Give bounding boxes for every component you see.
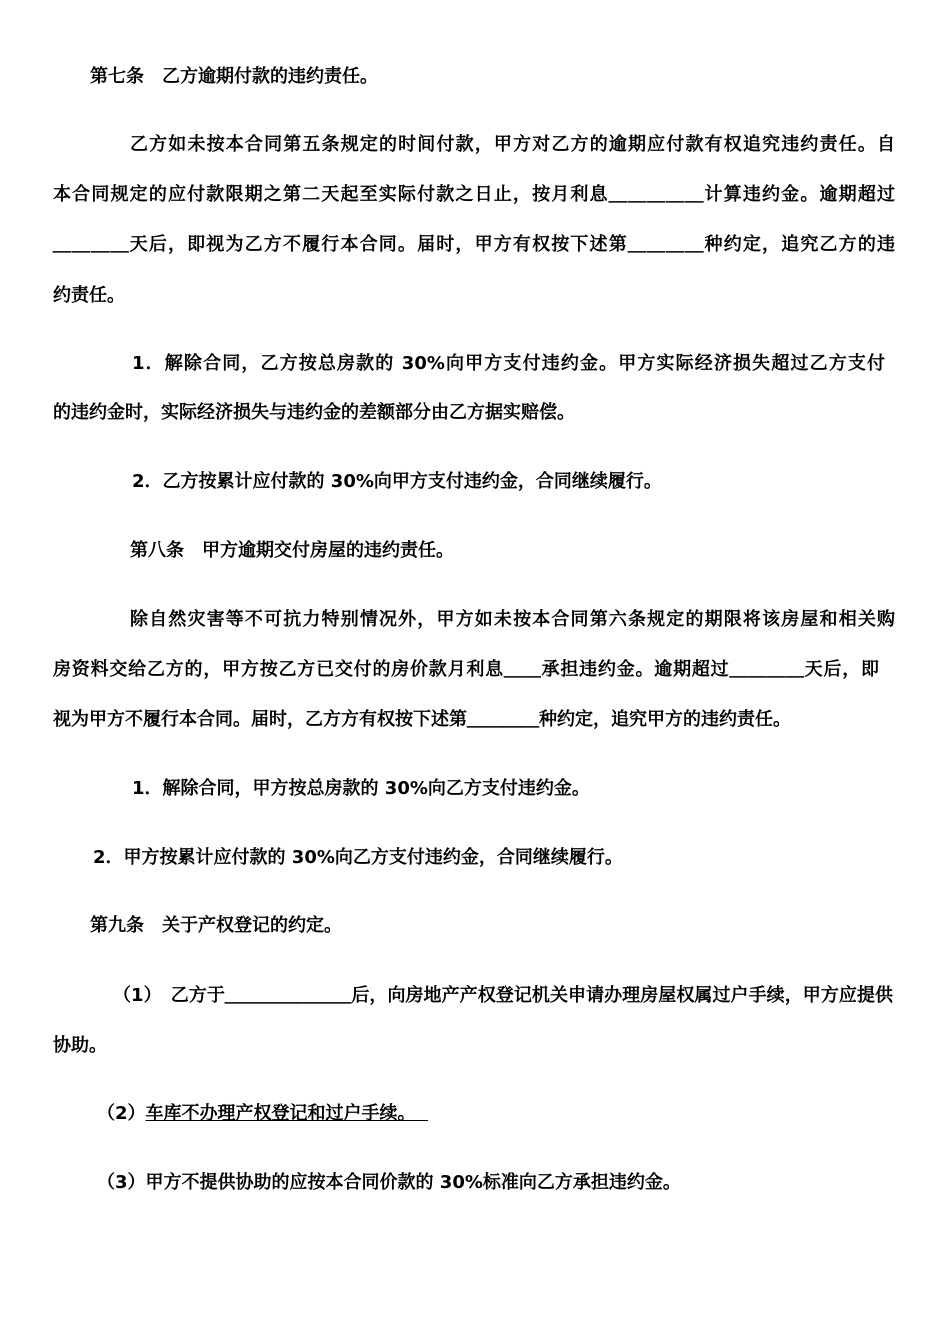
article9-item1-line-1: （1） 乙方于＿＿＿＿＿＿＿后，向房地产产权登记机关申请办理房屋权属过户手续，甲方应提供 bbox=[113, 985, 893, 1006]
article7-heading: 第七条 乙方逾期付款的违约责任。 bbox=[90, 66, 378, 87]
article8-heading: 第八条 甲方逾期交付房屋的违约责任。 bbox=[130, 540, 454, 561]
article9-item1-line-2: 协助。 bbox=[53, 1035, 107, 1056]
article8-line-2: 房资料交给乙方的，甲方按乙方已交付的房价款月利息＿＿承担违约金。逾期超过＿＿＿＿天后，即 bbox=[53, 659, 879, 680]
article9-heading: 第九条 关于产权登记的约定。 bbox=[90, 915, 342, 936]
article9-item2-text: 车库不办理产权登记和过户手续。 bbox=[145, 1103, 416, 1124]
article8-item2: 2．甲方按累计应付款的 30%向乙方支付违约金，合同继续履行。 bbox=[93, 847, 623, 868]
article8-line-1: 除自然灾害等不可抗力特别情况外，甲方如未按本合同第六条规定的期限将该房屋和相关购 bbox=[130, 609, 895, 630]
article8-line-3: 视为甲方不履行本合同。届时，乙方方有权按下述第＿＿＿＿种约定，追究甲方的违约责任。 bbox=[53, 709, 791, 730]
article7-item2: 2．乙方按累计应付款的 30%向甲方支付违约金，合同继续履行。 bbox=[132, 471, 662, 492]
article7-line-2: 本合同规定的应付款限期之第二天起至实际付款之日止，按月利息＿＿＿＿＿计算违约金。逾期超过 bbox=[53, 184, 895, 205]
article7-item1-line-1: 1．解除合同，乙方按总房款的 30%向甲方支付违约金。甲方实际经济损失超过乙方支付 bbox=[132, 353, 885, 374]
article9-item2-underline-tail bbox=[416, 1103, 429, 1124]
article8-item1: 1．解除合同，甲方按总房款的 30%向乙方支付违约金。 bbox=[132, 778, 590, 799]
article9-item2-prefix: （2） bbox=[97, 1103, 146, 1124]
article7-line-4: 约责任。 bbox=[53, 285, 125, 306]
article9-item3: （3）甲方不提供协助的应按本合同价款的 30%标准向乙方承担违约金。 bbox=[97, 1172, 681, 1193]
article7-line-1: 乙方如未按本合同第五条规定的时间付款，甲方对乙方的逾期应付款有权追究违约责任。自 bbox=[130, 134, 895, 155]
article9-item2 bbox=[97, 1101, 428, 1127]
article7-line-3: ＿＿＿＿天后，即视为乙方不履行本合同。届时，甲方有权按下述第＿＿＿＿种约定，追究乙方的违 bbox=[53, 234, 895, 255]
article7-item1-line-2: 的违约金时，实际经济损失与违约金的差额部分由乙方据实赔偿。 bbox=[53, 402, 575, 423]
